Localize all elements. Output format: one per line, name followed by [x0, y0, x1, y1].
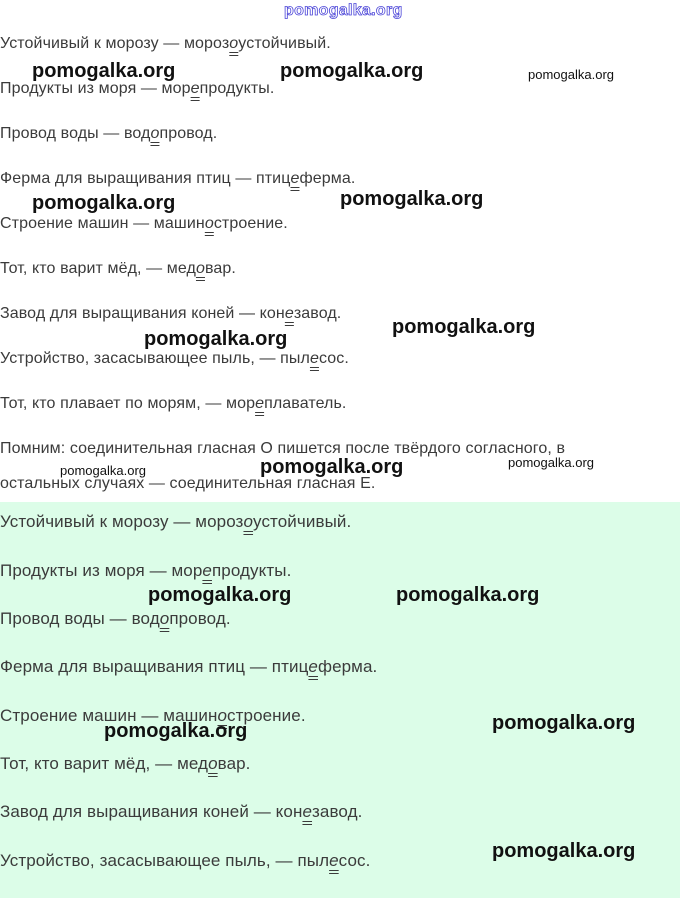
answer-line: Ферма для выращивания птиц — птицеферма.	[0, 657, 378, 676]
text-line: Тот, кто варит мёд, — медовар.	[0, 260, 236, 277]
connecting-vowel: о	[204, 215, 214, 232]
answer-line: Строение машин — машиностроение.	[0, 706, 306, 725]
answer-line: Провод воды — водопровод.	[0, 609, 231, 628]
watermark: pomogalka.org	[280, 60, 424, 82]
connecting-vowel: е	[202, 561, 212, 580]
watermark: pomogalka.org	[104, 720, 248, 742]
connecting-vowel: о	[195, 260, 205, 277]
rule-text: Помним: соединительная гласная О пишется после твёрдого согласного, в	[0, 440, 566, 457]
watermark: pomogalka.org	[32, 192, 176, 214]
text-line: Ферма для выращивания птиц — птицеферма.	[0, 170, 356, 187]
connecting-vowel: е	[255, 395, 265, 412]
watermark: pomogalka.org	[260, 456, 404, 478]
text-line: Устойчивый к морозу — морозоустойчивый.	[0, 35, 331, 52]
connecting-vowel: о	[229, 35, 239, 52]
watermark: pomogalka.org	[60, 463, 146, 478]
connecting-vowel: е	[190, 80, 200, 97]
connecting-vowel: е	[309, 350, 319, 367]
watermark: pomogalka.org	[144, 328, 288, 350]
watermark: pomogalka.org	[492, 840, 636, 862]
watermark: pomogalka.org	[528, 67, 614, 82]
text-line: Продукты из моря — морепродукты.	[0, 80, 275, 97]
answer-line: Тот, кто варит мёд, — медовар.	[0, 754, 251, 773]
connecting-vowel: о	[150, 125, 160, 142]
connecting-vowel: е	[329, 851, 339, 870]
watermark: pomogalka.org	[392, 316, 536, 338]
connecting-vowel: о	[208, 754, 218, 773]
watermark: pomogalka.org	[32, 60, 176, 82]
watermark: pomogalka.org	[508, 455, 594, 470]
watermark: pomogalka.org	[396, 584, 540, 606]
connecting-vowel: е	[302, 802, 313, 821]
connecting-vowel: о	[243, 512, 254, 531]
answer-line: Продукты из моря — морепродукты.	[0, 561, 292, 580]
connecting-vowel: е	[290, 170, 300, 187]
answer-line: Устройство, засасывающее пыль, — пылесос.	[0, 851, 371, 870]
text-line: Провод воды — водопровод.	[0, 125, 218, 142]
connecting-vowel: о	[217, 706, 228, 725]
text-line: Тот, кто плавает по морям, — мореплаватель.	[0, 395, 347, 412]
watermark: pomogalka.org	[148, 584, 292, 606]
connecting-vowel: е	[284, 305, 294, 322]
text-line: Завод для выращивания коней — конезавод.	[0, 305, 342, 322]
connecting-vowel: е	[308, 657, 318, 676]
watermark: pomogalka.org	[340, 188, 484, 210]
answer-line: Устойчивый к морозу — морозоустойчивый.	[0, 512, 352, 531]
rule-text: остальных случаях — соединительная гласная Е.	[0, 475, 376, 492]
connecting-vowel: о	[159, 609, 170, 628]
answer-line: Завод для выращивания коней — конезавод.	[0, 802, 363, 821]
watermark: pomogalka.org	[492, 712, 636, 734]
text-line: Устройство, засасывающее пыль, — пылесос.	[0, 350, 349, 367]
text-line: Строение машин — машиностроение.	[0, 215, 288, 232]
header-watermark: pomogalka.org	[284, 2, 403, 19]
